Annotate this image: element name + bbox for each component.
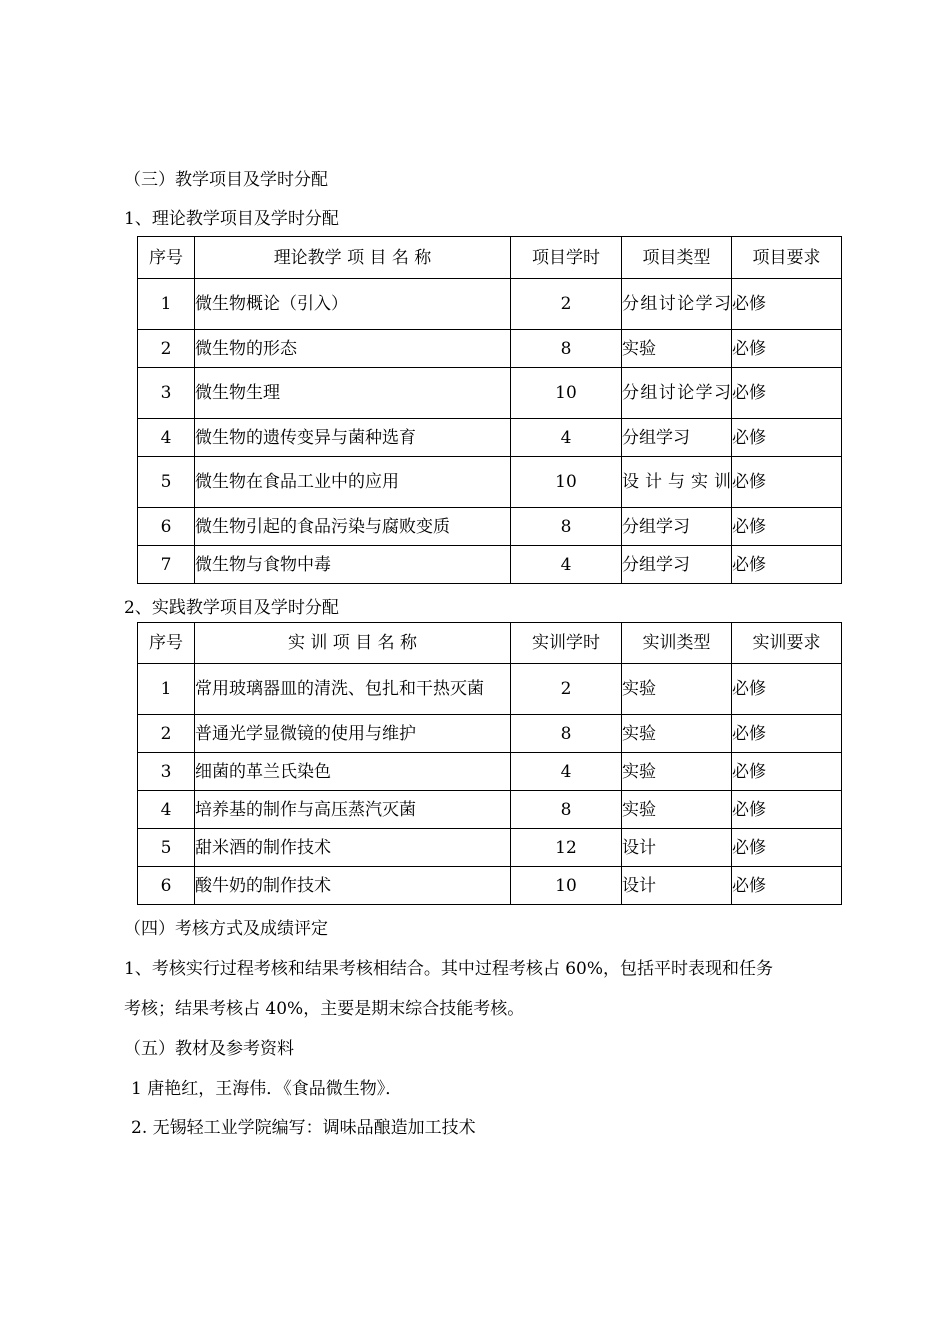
- row-type: 实验: [622, 330, 732, 368]
- header-name: 实 训 项 目 名 称: [195, 623, 511, 664]
- table-row: [138, 419, 842, 457]
- row-name: 细菌的革兰氏染色: [195, 753, 511, 791]
- row-hours: 2: [511, 279, 622, 330]
- row-req: 必修: [732, 279, 842, 330]
- header-req: 项目要求: [732, 237, 842, 279]
- reference-item-1: 1 唐艳红，王海伟．《食品微生物》．: [131, 1079, 403, 1099]
- table-header-row: [138, 237, 842, 279]
- row-no: 2: [138, 715, 195, 753]
- row-req: 必修: [732, 457, 842, 508]
- header-name: 理论教学 项 目 名 称: [195, 237, 511, 279]
- row-type: 设计: [622, 867, 732, 905]
- table-header-row: [138, 623, 842, 664]
- row-no: 1: [138, 664, 195, 715]
- table-row: [138, 829, 842, 867]
- row-no: 5: [138, 829, 195, 867]
- practice-table: [137, 622, 842, 905]
- section-3-heading: （三）教学项目及学时分配: [124, 170, 328, 190]
- row-name: 微生物的遗传变异与菌种选育: [195, 419, 511, 457]
- row-type: 分组学习: [622, 546, 732, 584]
- row-req: 必修: [732, 419, 842, 457]
- row-name: 酸牛奶的制作技术: [195, 867, 511, 905]
- section-4-heading: （四）考核方式及成绩评定: [124, 919, 328, 939]
- table-row: [138, 546, 842, 584]
- theory-table-heading: 1、理论教学项目及学时分配: [124, 209, 339, 229]
- row-no: 6: [138, 508, 195, 546]
- header-no: 序号: [138, 237, 195, 279]
- row-name: 微生物与食物中毒: [195, 546, 511, 584]
- row-hours: 4: [511, 753, 622, 791]
- practice-table-heading: 2、实践教学项目及学时分配: [124, 598, 339, 618]
- theory-table: [137, 236, 842, 584]
- row-req: 必修: [732, 791, 842, 829]
- row-hours: 8: [511, 791, 622, 829]
- table-row: [138, 279, 842, 330]
- table-row: [138, 867, 842, 905]
- row-req: 必修: [732, 330, 842, 368]
- header-no: 序号: [138, 623, 195, 664]
- row-hours: 8: [511, 715, 622, 753]
- assessment-paragraph-line-2: 考核；结果考核占 40%，主要是期末综合技能考核。: [124, 999, 525, 1019]
- row-hours: 4: [511, 419, 622, 457]
- row-type: 实验: [622, 791, 732, 829]
- table-row: [138, 664, 842, 715]
- row-req: 必修: [732, 368, 842, 419]
- row-no: 3: [138, 368, 195, 419]
- row-type: 分组讨论学习: [622, 279, 732, 330]
- header-hours: 实训学时: [511, 623, 622, 664]
- row-no: 2: [138, 330, 195, 368]
- row-hours: 10: [511, 368, 622, 419]
- row-req: 必修: [732, 753, 842, 791]
- row-req: 必修: [732, 546, 842, 584]
- table-row: [138, 508, 842, 546]
- reference-item-2: 2. 无锡轻工业学院编写：调味品酿造加工技术: [131, 1118, 476, 1138]
- row-no: 5: [138, 457, 195, 508]
- row-name: 微生物概论（引入）: [195, 279, 511, 330]
- row-no: 7: [138, 546, 195, 584]
- row-name: 培养基的制作与高压蒸汽灭菌: [195, 791, 511, 829]
- row-name: 微生物的形态: [195, 330, 511, 368]
- section-5-heading: （五）教材及参考资料: [124, 1039, 294, 1059]
- row-no: 6: [138, 867, 195, 905]
- row-no: 1: [138, 279, 195, 330]
- row-type: 分组讨论学习: [622, 368, 732, 419]
- row-type: 分组学习: [622, 508, 732, 546]
- row-type: 分组学习: [622, 419, 732, 457]
- row-no: 3: [138, 753, 195, 791]
- header-hours: 项目学时: [511, 237, 622, 279]
- table-row: [138, 330, 842, 368]
- row-hours: 2: [511, 664, 622, 715]
- row-type: 设计: [622, 829, 732, 867]
- row-name: 甜米酒的制作技术: [195, 829, 511, 867]
- row-name: 微生物生理: [195, 368, 511, 419]
- row-req: 必修: [732, 867, 842, 905]
- table-row: [138, 791, 842, 829]
- table-row: [138, 368, 842, 419]
- row-type: 实验: [622, 715, 732, 753]
- header-req: 实训要求: [732, 623, 842, 664]
- table-row: [138, 753, 842, 791]
- row-req: 必修: [732, 715, 842, 753]
- row-req: 必修: [732, 829, 842, 867]
- header-type: 实训类型: [622, 623, 732, 664]
- row-type: 实验: [622, 753, 732, 791]
- header-type: 项目类型: [622, 237, 732, 279]
- row-type: 实验: [622, 664, 732, 715]
- row-req: 必修: [732, 508, 842, 546]
- row-hours: 8: [511, 330, 622, 368]
- row-name: 微生物在食品工业中的应用: [195, 457, 511, 508]
- row-no: 4: [138, 791, 195, 829]
- table-row: [138, 715, 842, 753]
- table-row: [138, 457, 842, 508]
- row-hours: 8: [511, 508, 622, 546]
- row-type: 设计与实训: [622, 457, 732, 508]
- row-hours: 10: [511, 457, 622, 508]
- row-hours: 12: [511, 829, 622, 867]
- assessment-paragraph-line-1: 1、考核实行过程考核和结果考核相结合。其中过程考核占 60%，包括平时表现和任务: [124, 959, 774, 979]
- row-name: 常用玻璃器皿的清洗、包扎和干热灭菌: [195, 664, 511, 715]
- row-hours: 10: [511, 867, 622, 905]
- row-no: 4: [138, 419, 195, 457]
- row-hours: 4: [511, 546, 622, 584]
- row-name: 普通光学显微镜的使用与维护: [195, 715, 511, 753]
- row-name: 微生物引起的食品污染与腐败变质: [195, 508, 511, 546]
- row-req: 必修: [732, 664, 842, 715]
